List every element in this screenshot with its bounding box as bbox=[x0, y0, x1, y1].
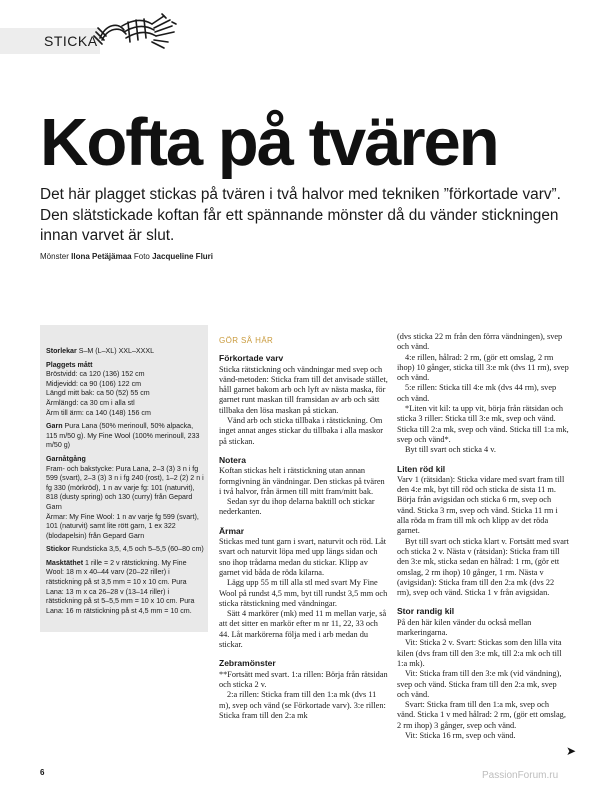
watermark: PassionForum.ru bbox=[482, 770, 559, 781]
col3-text-2: 4:e rillen, hålrad: 2 rm, (gör ett omslag, 2 rm ihop) 10 gånger, sticka till 3:e mk (dvs 11 rm), svep och vänd. bbox=[397, 352, 569, 383]
col3-text-4: *Liten vit kil: ta upp vit, börja från rätsidan och sticka 3 riller: Sticka till 3:e mk, svep och vänd. Sticka till 2:a mk, svep och vänd. Sticka till 1:a mk, svep och vänd*. bbox=[397, 404, 569, 444]
yarn-amount bbox=[46, 455, 206, 541]
yarn-amount-sleeves: Ärmar: My Fine Wool: 1 n av varje fg 599 (svart), 101 (naturvit) samt lite rött garn, 1 ex 322 (blodapelsin) från Gepard Garn bbox=[46, 512, 199, 540]
gauge bbox=[46, 559, 206, 617]
photo-credit-label: Foto bbox=[133, 252, 150, 261]
stripe-wedge-text-4: Svart: Sticka fram till den 1:a mk, svep och vänd. Sticka 1 v med hålrad: 2 rm, (gör ett omslag, 2 rm ihop) 3 gånger, svep och vänd. bbox=[397, 700, 566, 730]
zebra-text: **Fortsätt med svart. 1:a rillen: Börja från rätsidan och sticka 2 v. bbox=[219, 669, 388, 689]
sleeves-text-2: Lägg upp 55 m till alla stl med svart My Fine Wool på rundst 4,5 mm, byt till rundst 3,5 mm och sticka rätstickning med vändningar. bbox=[219, 578, 388, 608]
instructions-column-1 bbox=[219, 336, 389, 721]
needles bbox=[46, 545, 206, 555]
col3-text-1: (dvs sticka 22 m från den förra vändningen), svep och vänd. bbox=[397, 332, 563, 352]
stripe-wedge-text-3: Vit: Sticka fram till den 3:e mk (vid vändning), svep och vänd. Sticka fram till den 2:a mk, svep och vänd. bbox=[397, 669, 562, 699]
yarn bbox=[46, 422, 206, 451]
notes-text-2: Sedan syr du ihop delarna baktill och stickar nederkanten. bbox=[219, 497, 375, 517]
yarn-amount-heading: Garnåtgång bbox=[46, 454, 86, 463]
yarn-amount-body: Fram- och bakstycke: Pura Lana, 2–3 (3) 3 n i fg 599 (svart), 2–3 (3) 3 n i fg 240 (rost), 1–2 (2) 2 n i fg 330 (mörkröd), 1 n av varje fg: 101 (naturvit), 818 (dusty spring) och 130 (curry) från Gepard Garn bbox=[46, 464, 204, 511]
measure-item: Midjevidd: ca 90 (106) 122 cm bbox=[46, 379, 142, 388]
short-rows-heading: Förkortade varv bbox=[219, 353, 284, 364]
red-wedge-text: Varv 1 (rätsidan): Sticka vidare med svart fram till den 4:e mk, byt till röd och sticka de sista 11 m. Börja från avigsidan och sticka 6 rm, svep och vänd. Sticka 3 rm, svep och vänd. Sticka 11 rm i alla röda m fram till mk och klipp av det röda garnet. bbox=[397, 474, 565, 536]
zebra-text-2: 2:a rillen: Sticka fram till den 1:a mk (dvs 11 m), svep och vänd (se Förkortade varv). 3:e rillen: Sticka fram till den 2:a mk bbox=[219, 690, 386, 720]
gauge-label: Masktäthet bbox=[46, 558, 84, 567]
stripe-wedge-text-5: Vit: Sticka 16 rm, svep och vänd. bbox=[405, 730, 516, 740]
pattern-credit-author: Ilona Petäjämaa bbox=[71, 252, 132, 261]
col3-text-5: Byt till svart och sticka 4 v. bbox=[405, 445, 496, 455]
sizes-label: Storlekar bbox=[46, 347, 77, 355]
credits bbox=[40, 252, 213, 261]
yarn-value: Pura Lana (50% merinoull, 50% alpacka, 115 m/50 g). My Fine Wool (100% merinoull, 233 m/50 g) bbox=[46, 422, 200, 450]
facts-box bbox=[40, 325, 208, 632]
notes-text: Koftan stickas helt i rätstickning utan annan formgivning än vändningar. Den stickas på tvären i två halvor, från ärmen till mitt fram/mitt bak. bbox=[219, 466, 385, 496]
measures bbox=[46, 361, 206, 419]
zebra-heading: Zebramönster bbox=[219, 658, 276, 669]
pattern-credit-label: Mönster bbox=[40, 252, 69, 261]
measures-heading: Plaggets mått bbox=[46, 360, 93, 369]
measure-item: Ärmlängd: ca 30 cm i alla stl bbox=[46, 398, 135, 407]
red-wedge-text-2: Byt till svart och sticka klart v. Fortsätt med svart och sticka 2 v. Nästa v (rätsidan): Sticka fram till den 3:e mk, sticka sedan en hålrad: 1 rm, (gör ett omslag, 2 rm ihop) 10 gånger, 1 rm. Nästa v (avigsidan): Sticka fram till den 2:a mk (dvs 22 rm), svep och vänd. Sticka 1 v från avigsidan. bbox=[397, 536, 569, 598]
needles-value: Rundsticka 3,5, 4,5 och 5–5,5 (60–80 cm) bbox=[72, 545, 204, 554]
sleeves-text: Stickas med tunt garn i svart, naturvit och röd. Låt svart och naturvit löpa med upp längs sidan och sno ihop trådarna medan du stickar. Klipp av garnet vid båda de röda kilarna. bbox=[219, 537, 387, 577]
yarn-skein-icon bbox=[92, 10, 180, 54]
col3-text-3: 5:e rillen: Sticka till 4:e mk (dvs 44 rm), svep och vänd. bbox=[397, 383, 557, 403]
article-title: Kofta på tvären bbox=[40, 105, 498, 180]
measure-item: Ärm till ärm: ca 140 (148) 156 cm bbox=[46, 408, 151, 417]
red-wedge-heading: Liten röd kil bbox=[397, 463, 446, 474]
gauge-value: 1 rille = 2 v rätstickning. My Fine Wool: 18 m x 40–44 varv (20–22 riller) i rätstickning på st 3,5 mm = 10 x 10 cm. Pura Lana: 13 m x ca 26–28 v (13–14 riller) i rätstickning på st 5–5,5 mm = 10 x 10 cm. Pura Lana: 16 m rätstickning på st 4,5 mm = 10 cm. bbox=[46, 558, 195, 615]
continue-arrow-icon: ➤ bbox=[566, 744, 577, 758]
article-lead: Det här plagget stickas på tvären i två halvor med tekniken ”förkortade varv”. Den slätstickade koftan får ett spännande mönster då du vänder stickningen innan varvet är slut. bbox=[40, 186, 561, 244]
yarn-label: Garn bbox=[46, 422, 63, 431]
short-rows-text: Sticka rätstickning och vändningar med svep och vänd-metoden: Sticka fram till det anvisade stället, håll garnet bakom arb och lyft av nästa maska, för garnet runt maskan till framsidan av arb och sätt tillbaka den lösa maskan på stickan. bbox=[219, 364, 388, 415]
measure-item: Bröstvidd: ca 120 (136) 152 cm bbox=[46, 370, 145, 379]
sizes-value: S–M (L–XL) XXL–XXXL bbox=[78, 347, 155, 355]
needles-label: Stickor bbox=[46, 545, 71, 554]
stripe-wedge-heading: Stor randig kil bbox=[397, 606, 455, 617]
instructions-column-2 bbox=[397, 332, 569, 741]
short-rows-text-2: Vänd arb och sticka tillbaka i rätstickning. Om inget annat anges stickar du tillbaka i alla maskor på stickan. bbox=[219, 416, 384, 446]
sleeves-text-3: Sätt 4 markörer (mk) med 11 m mellan varje, så att det sitter en markör efter m nr 11, 22, 33 och 44. Låt markörerna följa med i arb medan du stickar. bbox=[219, 609, 387, 650]
measure-item: Längd mitt bak: ca 50 (52) 55 cm bbox=[46, 389, 150, 398]
section-tag-label: STICKA bbox=[44, 33, 98, 49]
stripe-wedge-text: På den här kilen vänder du också mellan markeringarna. bbox=[397, 617, 532, 638]
sleeves-heading: Ärmar bbox=[219, 525, 245, 536]
photo-credit-author: Jacqueline Fluri bbox=[152, 252, 214, 261]
notes-heading: Notera bbox=[219, 454, 246, 465]
section-tag bbox=[0, 28, 100, 54]
page-number: 6 bbox=[40, 768, 45, 777]
stripe-wedge-text-2: Vit: Sticka 2 v. Svart: Stickas som den lilla vita kilen (dvs fram till den 3:e mk, till 2:a mk och till 1:a mk). bbox=[397, 638, 562, 668]
sizes bbox=[46, 347, 206, 357]
instructions-kicker: GÖR SÅ HÄR bbox=[219, 336, 274, 345]
